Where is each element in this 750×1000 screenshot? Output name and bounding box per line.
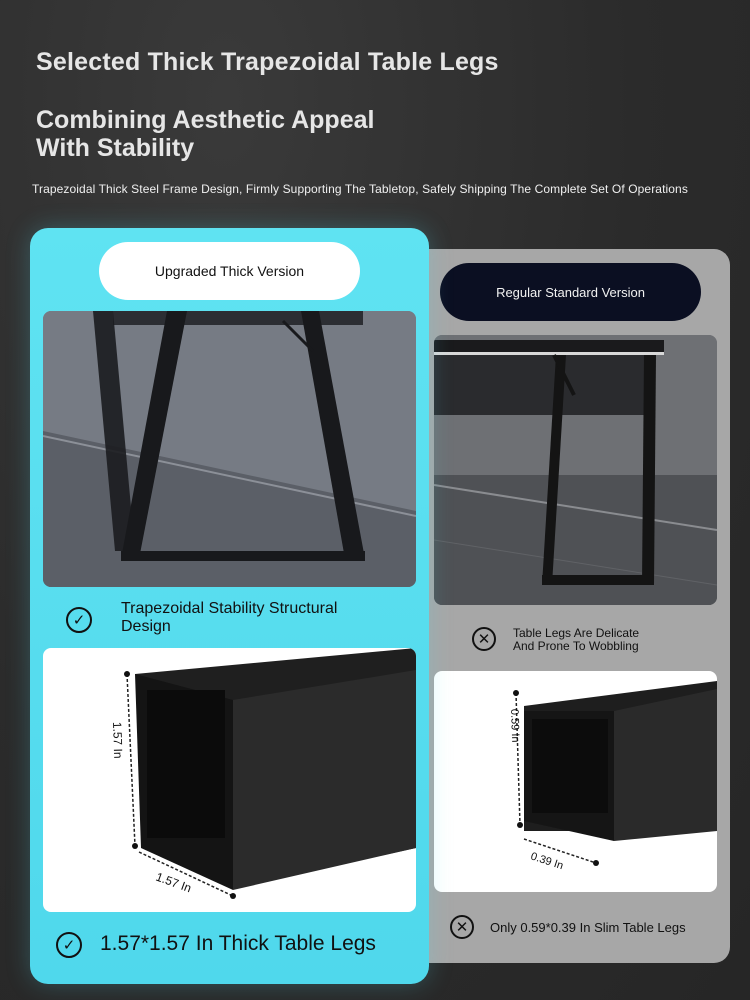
- thick-tube-diagram: [43, 648, 416, 912]
- wobble-warning-line-2: And Prone To Wobbling: [513, 639, 639, 653]
- trapezoid-structure-text: Trapezoidal Stability Structural Design: [121, 600, 338, 635]
- slim-legs-feature: [450, 915, 720, 945]
- upgraded-version-label: Upgraded Thick Version: [99, 242, 360, 300]
- check-circle-icon: ✓: [66, 607, 92, 633]
- regular-table-photo: [434, 335, 717, 605]
- wobble-warning-text: [513, 627, 713, 653]
- slim-tube-illustration: [434, 671, 717, 892]
- description: Trapezoidal Thick Steel Frame Design, Firmly Supporting The Tabletop, Safely Shipping The Complete Set Of Operations: [32, 182, 688, 196]
- slim-width-dimension: 0.39 In: [529, 850, 565, 873]
- x-circle-icon: ✕: [450, 915, 474, 939]
- regular-table-illustration: [434, 335, 717, 605]
- subheadline-line-2: With Stability: [36, 134, 195, 162]
- check-circle-icon: ✓: [56, 932, 82, 958]
- slim-tube-diagram: [434, 671, 717, 892]
- upgraded-table-photo: [43, 311, 416, 587]
- subheadline: [36, 106, 374, 162]
- upgraded-version-panel: [30, 228, 429, 984]
- trapezoid-structure-feature: [66, 600, 406, 640]
- x-circle-icon: ✕: [472, 627, 496, 651]
- thick-height-dimension: 1.57 In: [110, 721, 126, 759]
- regular-version-panel: [410, 249, 730, 963]
- subheadline-line-1: Combining Aesthetic Appeal: [36, 106, 375, 134]
- thick-legs-text: 1.57*1.57 In Thick Table Legs: [100, 932, 376, 955]
- thick-width-dimension: 1.57 In: [153, 869, 194, 896]
- thick-legs-feature: [54, 928, 414, 962]
- headline: Selected Thick Trapezoidal Table Legs: [36, 48, 499, 76]
- wobble-warning: [472, 627, 712, 667]
- thick-tube-illustration: [43, 648, 416, 912]
- wobble-warning-line-1: Table Legs Are Delicate: [513, 626, 640, 640]
- regular-version-label: Regular Standard Version: [440, 263, 701, 321]
- slim-legs-text: Only 0.59*0.39 In Slim Table Legs: [490, 920, 686, 935]
- slim-height-dimension: 0.59 In: [508, 708, 522, 743]
- trapezoid-table-illustration: [43, 311, 416, 587]
